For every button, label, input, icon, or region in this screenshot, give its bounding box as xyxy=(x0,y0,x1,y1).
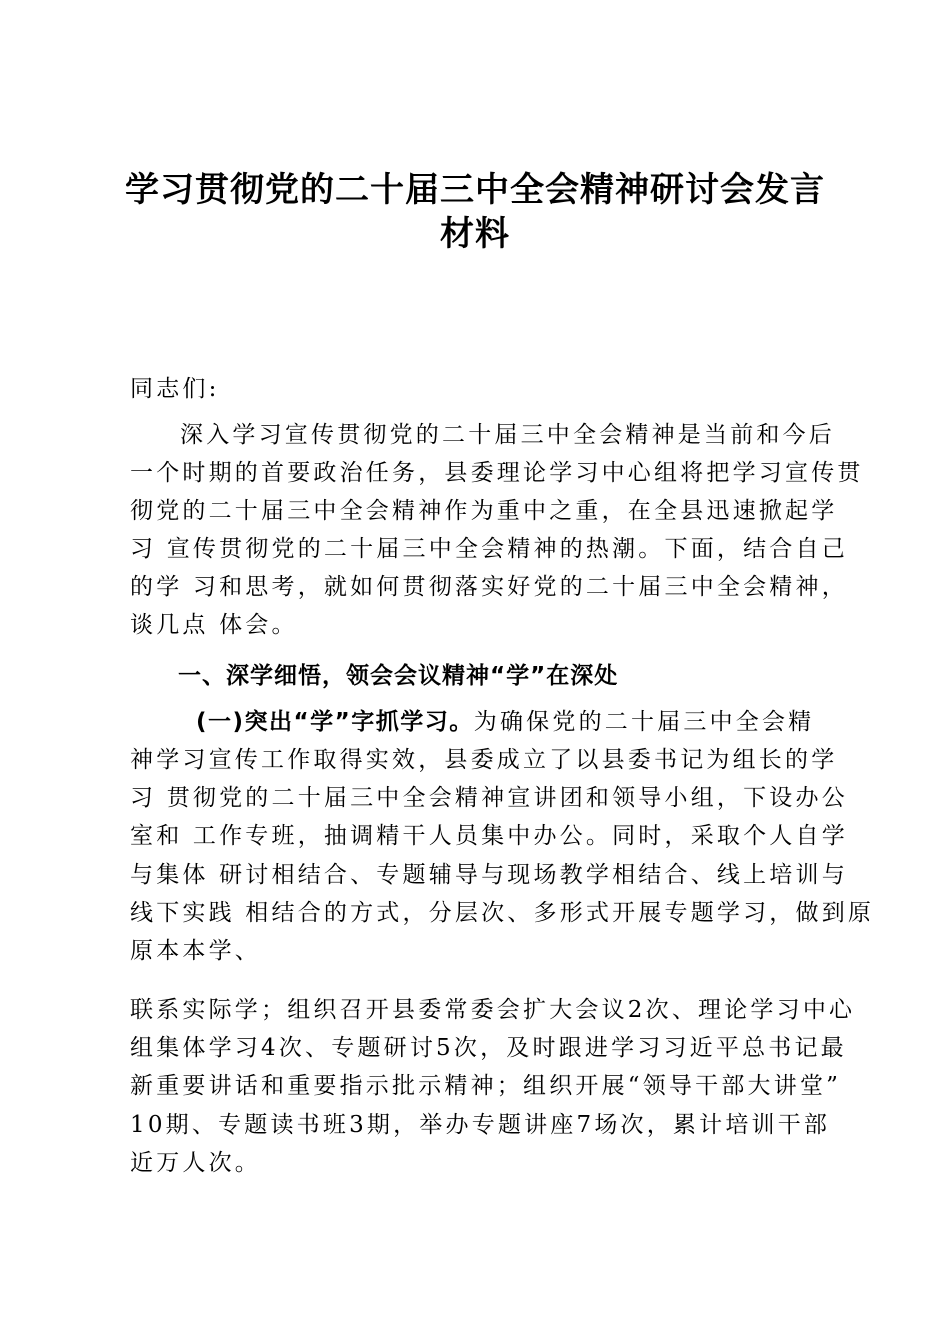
title-line-1: 学习贯彻党的二十届三中全会精神研讨会发言 xyxy=(125,170,825,210)
paragraph-line: 10期、专题读书班3期，举办专题讲座7场次，累计培训干部 xyxy=(130,1112,831,1138)
paragraph-line: 线下实践 相结合的方式，分层次、多形式开展专题学习，做到原 xyxy=(130,900,875,926)
paragraph-line: 习 宣传贯彻党的二十届三中全会精神的热潮。下面，结合自己 xyxy=(130,536,848,562)
subsection-first-line-text: 为确保党的二十届三中全会精 xyxy=(473,709,815,735)
document-title xyxy=(100,168,850,256)
title-line-2: 材料 xyxy=(440,214,510,254)
paragraph-line: 近万人次。 xyxy=(130,1150,261,1176)
paragraph-line: 神学习宣传工作取得实效，县委成立了以县委书记为组长的学 xyxy=(130,747,838,773)
paragraph-line: 室和 工作专班，抽调精干人员集中办公。同时，采取个人自学 xyxy=(130,823,848,849)
paragraph-line: 彻党的二十届三中全会精神作为重中之重，在全县迅速掀起学 xyxy=(130,498,838,524)
salutation: 同志们: xyxy=(130,376,220,402)
paragraph-line: 的学 习和思考，就如何贯彻落实好党的二十届三中全会精神， xyxy=(130,574,848,600)
paragraph-line: 一个时期的首要政治任务，县委理论学习中心组将把学习宣传贯 xyxy=(130,460,864,486)
subsection-first-line xyxy=(196,707,814,737)
paragraph-line: 习 贯彻党的二十届三中全会精神宣讲团和领导小组，下设办公 xyxy=(130,785,848,811)
section-heading: 一、深学细悟，领会会议精神“学”在深处 xyxy=(178,663,619,689)
paragraph-line: 谈几点 体会。 xyxy=(130,612,298,638)
subsection-label: (一)突出“学”字抓学习。 xyxy=(196,709,474,735)
paragraph-line: 联系实际学；组织召开县委常委会扩大会议2次、理论学习中心 xyxy=(130,997,856,1023)
paragraph-line: 组集体学习4次、专题研讨5次，及时跟进学习习近平总书记最 xyxy=(130,1035,847,1061)
paragraph-line: 与集体 研讨相结合、专题辅导与现场教学相结合、线上培训与 xyxy=(130,862,848,888)
paragraph-line: 深入学习宣传贯彻党的二十届三中全会精神是当前和今后 xyxy=(180,422,835,448)
paragraph-line: 新重要讲话和重要指示批示精神；组织开展“领导干部大讲堂” xyxy=(130,1073,842,1099)
paragraph-line: 原本本学、 xyxy=(130,938,261,964)
